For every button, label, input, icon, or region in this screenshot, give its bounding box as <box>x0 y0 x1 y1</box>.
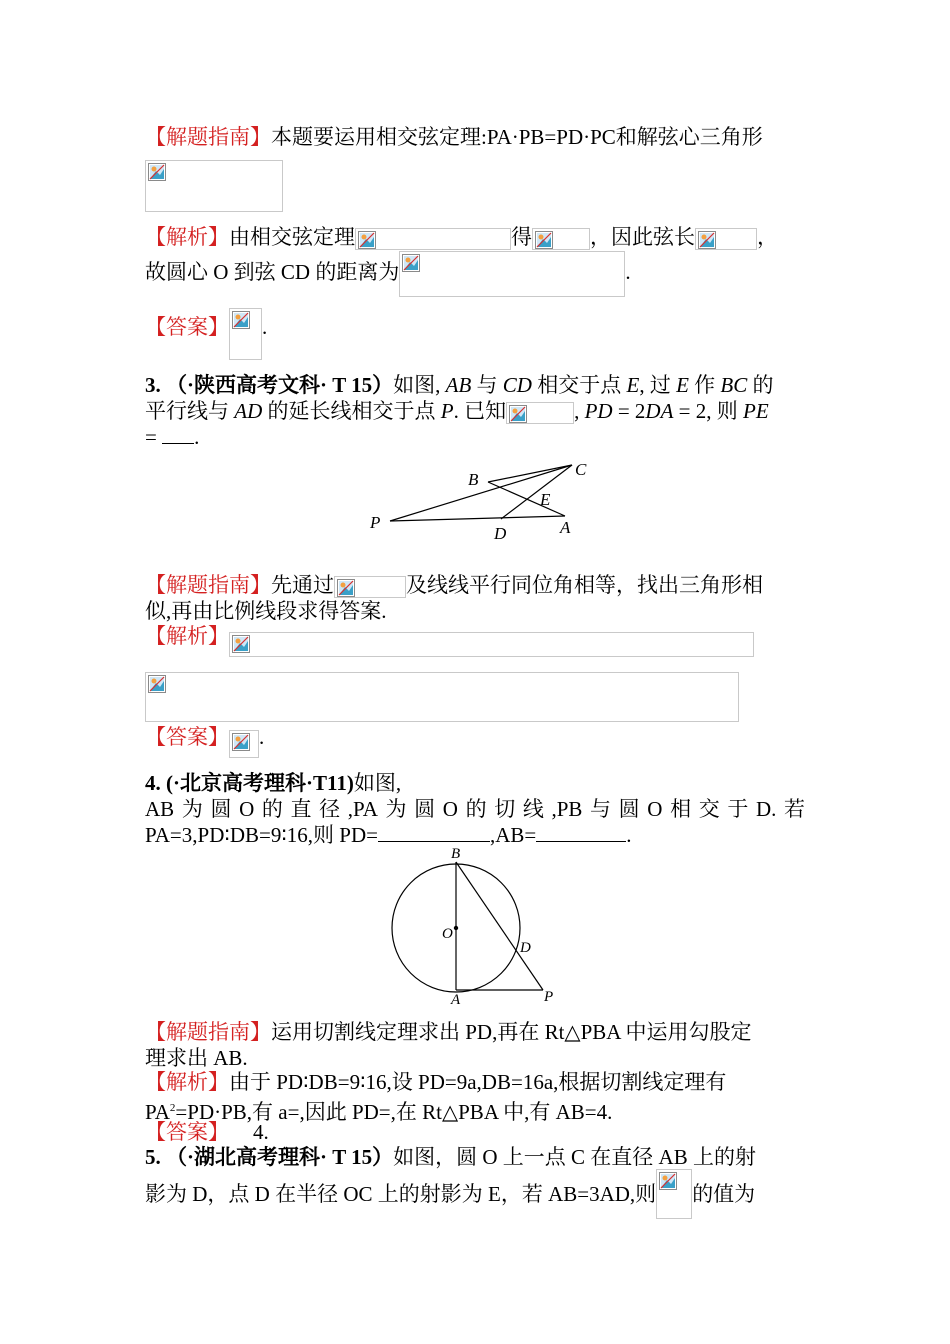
formula-image <box>695 228 757 250</box>
text: 4. <box>253 1120 269 1144</box>
p2-answer-line <box>145 314 267 360</box>
math-var: E <box>626 373 640 397</box>
math-var: DA <box>645 399 674 423</box>
text-word: 的 <box>465 797 487 821</box>
text: 影为 D，点 D 在半径 OC 上的射影为 E，若 AB=3AD,则 <box>145 1182 657 1206</box>
p3-analysis-line <box>145 623 754 657</box>
math-var: PD <box>584 399 613 423</box>
text: 如图, <box>393 373 446 397</box>
text: 如图，圆 O 上一点 C 在直径 AB 上的射 <box>393 1145 756 1169</box>
text: 的延长线相交于点 <box>262 399 441 423</box>
p3-figure <box>360 455 600 550</box>
math-var: AB <box>445 373 472 397</box>
label-B: B <box>468 470 479 489</box>
label-E: E <box>540 490 551 509</box>
answer-blank <box>536 823 626 842</box>
problem-number: 5. （·湖北高考理科· T 15） <box>145 1145 394 1169</box>
p5-line2 <box>145 1181 755 1219</box>
text: 及线线平行同位角相等，找出三角形相 <box>406 573 763 597</box>
guide-tag: 【解题指南】 <box>145 573 271 597</box>
label-D: D <box>494 524 507 543</box>
label-B: B <box>451 846 461 862</box>
text: , 过 <box>639 373 677 397</box>
math-var: BC <box>720 373 748 397</box>
text: 的值为 <box>692 1182 756 1206</box>
text: . 已知 <box>453 399 507 423</box>
p2-analysis-text: 得 <box>511 225 532 249</box>
p4-answer-line <box>145 1119 269 1145</box>
p3-line2 <box>145 398 769 424</box>
problem-number: 3. （·陕西高考文科· T 15） <box>145 373 394 397</box>
p2-period: . <box>625 260 631 284</box>
broken-image-icon <box>148 675 166 693</box>
text-word: O <box>442 797 458 821</box>
formula-image <box>229 730 259 758</box>
text: 先通过 <box>271 573 334 597</box>
text: 如图, <box>353 771 402 795</box>
formula-image <box>506 402 574 424</box>
broken-image-icon <box>659 1172 677 1190</box>
math-var: PE <box>743 399 769 423</box>
label-D: D <box>520 940 531 956</box>
broken-image-icon <box>535 231 553 249</box>
text-word: D. <box>755 797 777 821</box>
text-word: 径 <box>319 797 341 821</box>
text: 相交于点 <box>531 373 627 397</box>
text: 似,再由比例线段求得答案. <box>145 599 387 623</box>
text: PA=3,PD∶DB=9∶16,则 PD= <box>145 823 378 847</box>
label-P: P <box>544 989 554 1005</box>
text: 运用切割线定理求出 PD,再在 Rt△PBA 中运用勾股定 <box>271 1020 752 1044</box>
text: 理求出 AB. <box>145 1046 248 1070</box>
broken-image-icon <box>402 254 420 272</box>
label-O: O <box>442 926 453 942</box>
answer-tag: 【答案】 <box>145 1120 229 1144</box>
formula-image <box>334 576 406 598</box>
p2-period: . <box>262 315 268 339</box>
math-var: CD <box>502 373 532 397</box>
text-word: 圆 <box>414 797 436 821</box>
formula-image <box>355 228 511 250</box>
label-P: P <box>370 513 381 532</box>
analysis-tag: 【解析】 <box>145 1070 229 1094</box>
formula-image <box>229 632 754 657</box>
p5-line1 <box>145 1144 756 1170</box>
p3-answer-line <box>145 724 264 758</box>
answer-tag: 【答案】 <box>145 725 229 749</box>
formula-image <box>656 1169 692 1219</box>
text: PA <box>145 1100 170 1124</box>
analysis-tag: 【解析】 <box>145 624 229 648</box>
p4-line2 <box>145 796 805 822</box>
formula-image <box>145 672 739 722</box>
p2-guide-line <box>145 124 763 150</box>
text-word: O <box>239 797 255 821</box>
p2-analysis-text: 由相交弦定理 <box>229 225 355 249</box>
label-A: A <box>560 518 571 537</box>
text-word: 的 <box>261 797 283 821</box>
problem-number: 4. (·北京高考理科·T11) <box>145 771 354 795</box>
text-word: 直 <box>290 797 312 821</box>
p3-guide-line <box>145 572 763 598</box>
text-word: 为 <box>181 797 203 821</box>
text: =PD·PB,有 a=,因此 PD=,在 Rt△PBA 中,有 AB=4. <box>175 1100 613 1124</box>
p3-guide-line2 <box>145 598 387 624</box>
analysis-tag: 【解析】 <box>145 225 229 249</box>
text-word: 为 <box>385 797 407 821</box>
p2-analysis-text: ， <box>757 225 778 249</box>
text: 的 <box>747 373 774 397</box>
p4-figure <box>380 842 580 1007</box>
image-placeholder <box>145 160 283 212</box>
guide-tag: 【解题指南】 <box>145 1020 271 1044</box>
label-A: A <box>451 992 461 1007</box>
text: 作 <box>688 373 721 397</box>
p4-analysis-line <box>145 1069 726 1095</box>
text-word: ,PB <box>551 797 583 821</box>
broken-image-icon <box>232 635 250 653</box>
p4-guide-line <box>145 1019 752 1045</box>
label-C: C <box>575 460 587 479</box>
p2-analysis-text: 故圆心 O 到弦 CD 的距离为 <box>145 260 400 284</box>
text-word: 线 <box>522 797 544 821</box>
broken-image-icon <box>358 231 376 249</box>
text-word: 圆 <box>210 797 232 821</box>
broken-image-icon <box>148 163 166 181</box>
text-word: 与 <box>590 797 612 821</box>
text: = 2 <box>612 399 646 423</box>
math-var: AD <box>234 399 263 423</box>
center-dot <box>454 926 458 930</box>
superscript: 2 <box>169 1102 176 1114</box>
text-word: 于 <box>727 797 749 821</box>
p4-guide-line2 <box>145 1045 248 1071</box>
line-PA <box>390 516 565 521</box>
p4-line1 <box>145 770 401 796</box>
text: . <box>626 823 632 847</box>
text: 与 <box>471 373 503 397</box>
p2-analysis-line <box>145 224 778 250</box>
text: 由于 PD∶DB=9∶16,设 PD=9a,DB=16a,根据切割线定理有 <box>229 1070 727 1094</box>
broken-image-icon <box>232 733 250 751</box>
answer-blank <box>378 823 490 842</box>
p3-line3 <box>145 424 199 450</box>
broken-image-icon <box>232 311 250 329</box>
formula-image <box>399 251 625 297</box>
math-var: E <box>676 373 689 397</box>
text: . <box>259 725 265 749</box>
broken-image-icon <box>509 405 527 423</box>
p2-guide-text: 本题要运用相交弦定理:PA·PB=PD·PC和解弦心三角形 <box>271 125 763 149</box>
broken-image-icon <box>337 579 355 597</box>
text-word: 切 <box>494 797 516 821</box>
text: ,AB= <box>490 823 537 847</box>
text-word: 交 <box>698 797 720 821</box>
math-var: P <box>440 399 454 423</box>
text: , <box>574 399 585 423</box>
text-word: 相 <box>670 797 692 821</box>
text: = <box>145 425 163 449</box>
text-word: AB <box>145 797 175 821</box>
guide-tag: 【解题指南】 <box>145 125 271 149</box>
text: = 2, 则 <box>673 399 744 423</box>
p2-analysis-line2 <box>145 259 631 297</box>
formula-image <box>229 308 262 360</box>
text-word: 若 <box>783 797 805 821</box>
text-word: ,PA <box>347 797 378 821</box>
p2-analysis-text: ，因此弦长 <box>590 225 695 249</box>
text-word: O <box>647 797 663 821</box>
text-word: 圆 <box>618 797 640 821</box>
line-BC <box>488 465 572 482</box>
broken-image-icon <box>698 231 716 249</box>
formula-image <box>532 228 590 250</box>
p3-line1 <box>145 372 773 398</box>
text: 平行线与 <box>145 399 235 423</box>
text: . <box>194 425 200 449</box>
answer-tag: 【答案】 <box>145 315 229 339</box>
answer-blank <box>162 425 194 444</box>
